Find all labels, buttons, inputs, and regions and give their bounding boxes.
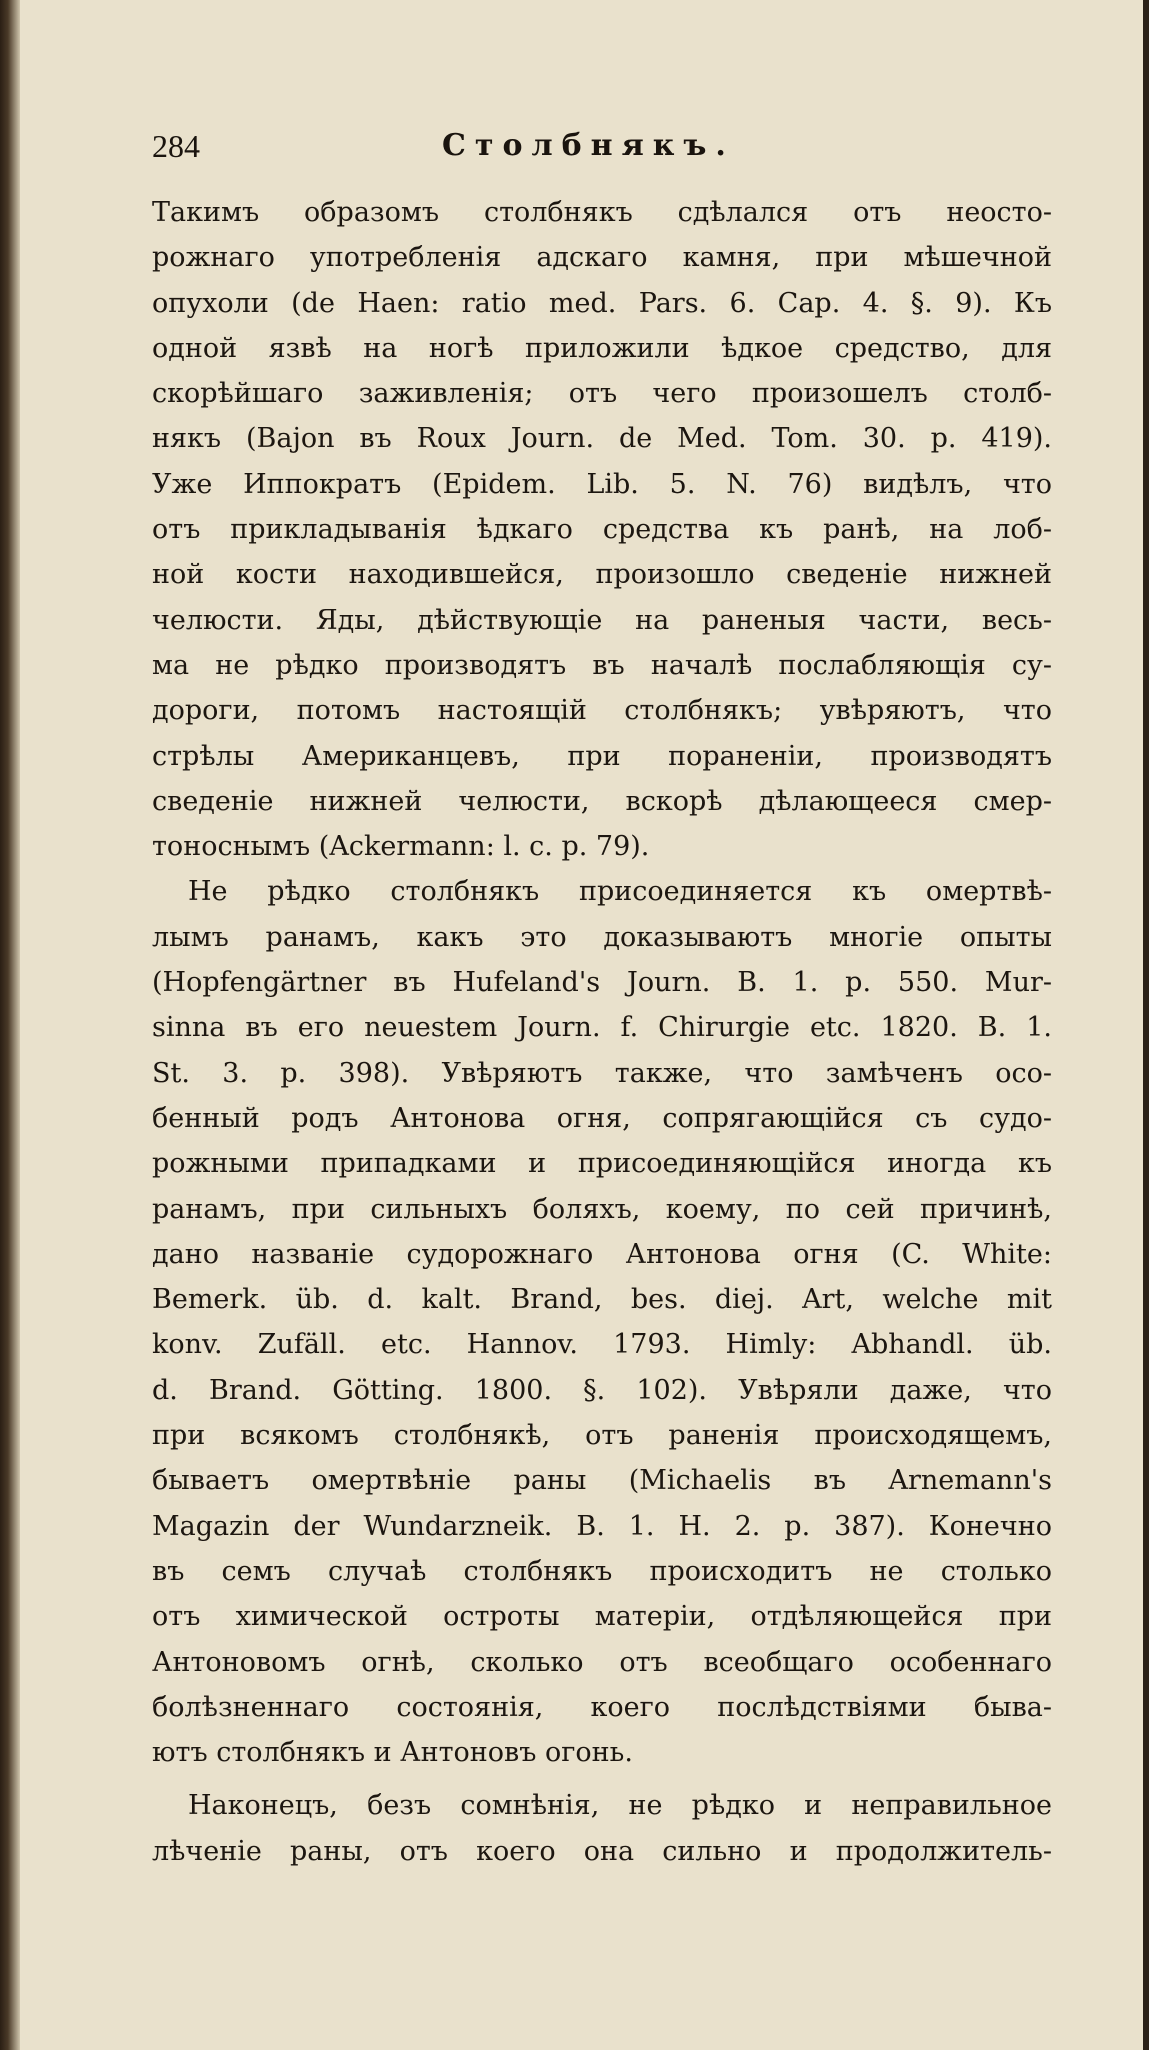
text-line: бенный родъ Антонова огня, сопрягающійся съ судо-	[152, 1102, 1052, 1134]
text-line: Magazin der Wundarzneik. B. 1. H. 2. p. 387). Конечно	[152, 1510, 1052, 1542]
text-line: рожными припадками и присоединяющійся иногда къ	[152, 1148, 1052, 1180]
text-line: Антоновомъ огнѣ, сколько отъ всеобщаго особеннаго	[152, 1646, 1052, 1678]
text-line: дороги, потомъ настоящій столбнякъ; увѣряютъ, что	[152, 695, 1052, 727]
text-line: стрѣлы Американцевъ, при пораненіи, производятъ	[152, 740, 1052, 772]
text-line: Не рѣдко столбнякъ присоединяется къ омертвѣ-	[188, 876, 1052, 908]
text-line: сведеніе нижней челюсти, вскорѣ дѣлающееся смер-	[152, 785, 1052, 817]
text-line: ной кости находившейся, произошло сведеніе нижней	[152, 559, 1052, 591]
text-line: konv. Zufäll. etc. Hannov. 1793. Himly: Abhandl. üb.	[152, 1329, 1052, 1361]
page-binding-edge	[0, 0, 20, 2050]
text-line: St. 3. p. 398). Увѣряютъ также, что замѣченъ осо-	[152, 1057, 1052, 1089]
text-line: рожнаго употребленія адскаго камня, при мѣшечной	[152, 242, 1052, 274]
page-number: 284	[152, 128, 200, 164]
running-head: Столбнякъ.	[442, 128, 735, 163]
text-line: ютъ столбнякъ и Антоновъ огонь.	[152, 1737, 633, 1769]
text-line: дано названіе судорожнаго Антонова огня (C. White:	[152, 1238, 1052, 1270]
text-line: ранамъ, при сильныхъ боляхъ, коему, по сей причинѣ,	[152, 1193, 1052, 1225]
text-line: лѣченіе раны, отъ коего она сильно и продолжитель-	[152, 1835, 1052, 1867]
text-line: опухоли (de Haen: ratio med. Pars. 6. Cap. 4. §. 9). Къ	[152, 287, 1052, 319]
text-line: болѣзненнаго состоянія, коего послѣдствіями быва-	[152, 1691, 1052, 1723]
text-line: (Hopfengärtner въ Hufeland's Journ. B. 1. p. 550. Mur-	[152, 967, 1052, 999]
text-line: тоноснымъ (Ackermann: l. c. p. 79).	[152, 831, 650, 863]
page-right-edge	[1143, 0, 1149, 2050]
text-line: бываетъ омертвѣніе раны (Michaelis въ Arnemann's	[152, 1465, 1052, 1497]
text-line: въ семъ случаѣ столбнякъ происходитъ не столько	[152, 1555, 1052, 1587]
text-line: Уже Иппократъ (Epidem. Lib. 5. N. 76) видѣлъ, что	[152, 468, 1052, 500]
text-line: Наконецъ, безъ сомнѣнія, не рѣдко и неправильное	[188, 1790, 1052, 1822]
text-line: sinna въ его neuestem Journ. f. Chirurgie etc. 1820. B. 1.	[152, 1012, 1052, 1044]
page-header	[152, 128, 1052, 168]
text-line: отъ химической остроты матеріи, отдѣляющейся при	[152, 1601, 1052, 1633]
text-line: челюсти. Яды, дѣйствующіе на раненыя части, весь-	[152, 604, 1052, 636]
text-line: ма не рѣдко производятъ въ началѣ послабляющія су-	[152, 649, 1052, 681]
text-line: Такимъ образомъ столбнякъ сдѣлался отъ неосто-	[152, 197, 1052, 228]
text-line: одной язвѣ на ногѣ приложили ѣдкое средство, для	[152, 332, 1052, 364]
body-text	[152, 190, 1052, 1874]
text-line: отъ прикладыванія ѣдкаго средства къ ранѣ, на лоб-	[152, 514, 1052, 546]
text-line: при всякомъ столбнякѣ, отъ раненія происходящемъ,	[152, 1420, 1052, 1452]
text-line: някъ (Bajon въ Roux Journ. de Med. Tom. 30. p. 419).	[152, 423, 1052, 455]
text-line: лымъ ранамъ, какъ это доказываютъ многіе опыты	[152, 921, 1052, 953]
text-line: скорѣйшаго заживленія; отъ чего произошелъ столб-	[152, 378, 1052, 410]
text-line: Bemerk. üb. d. kalt. Brand, bes. diej. Art, welche mit	[152, 1284, 1052, 1316]
text-line: d. Brand. Götting. 1800. §. 102). Увѣряли даже, что	[152, 1374, 1052, 1406]
